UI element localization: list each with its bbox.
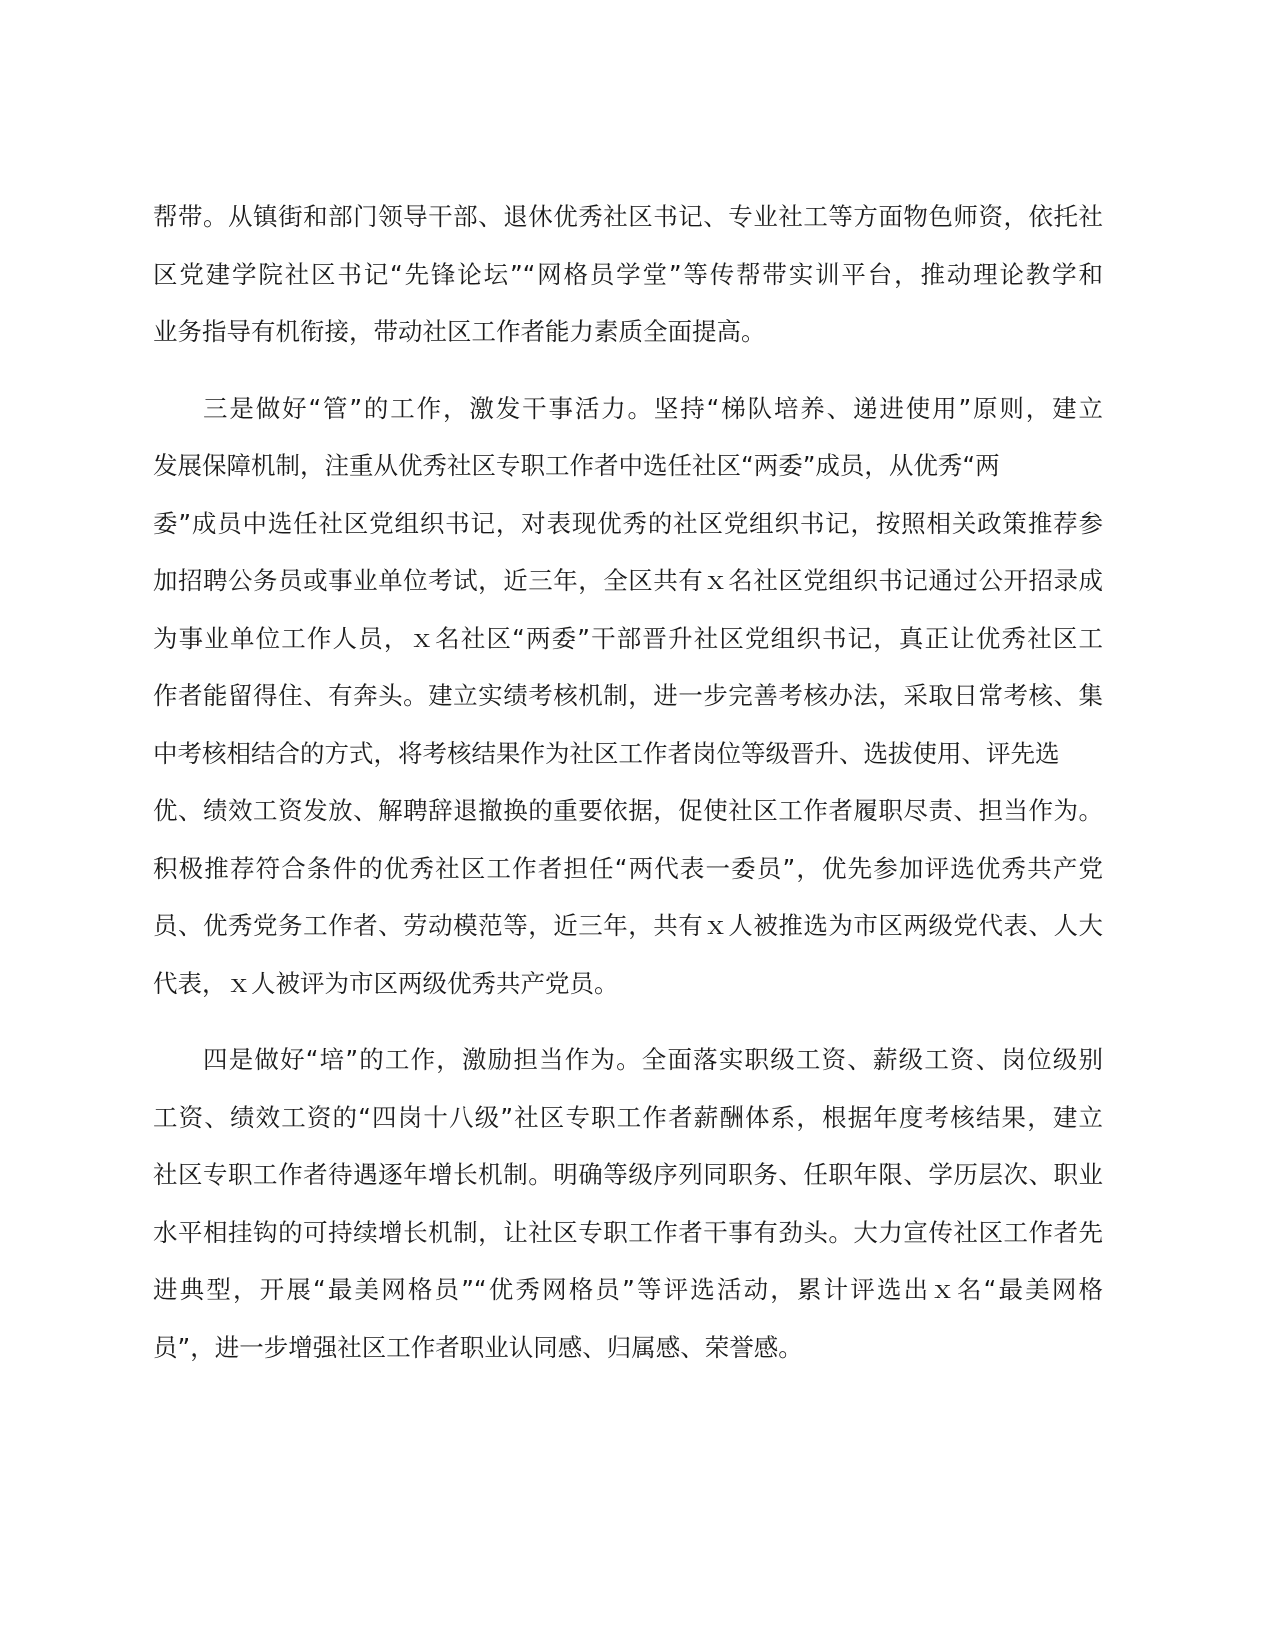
text-line: 水平相挂钩的可持续增长机制，让社区专职工作者干事有劲头。大力宣传社区工作者先 <box>153 1217 1103 1247</box>
text-line: 进典型，开展“最美网格员”“优秀网格员”等评选活动，累计评选出ｘ名“最美网格 <box>153 1275 1103 1304</box>
text-line: 为事业单位工作人员，ｘ名社区“两委”干部晋升社区党组织书记，真正让优秀社区工 <box>153 623 1103 653</box>
text-line: 代表，ｘ人被评为市区两级优秀共产党员。 <box>153 968 619 998</box>
text-line: 工资、绩效工资的“四岗十八级”社区专职工作者薪酬体系，根据年度考核结果，建立 <box>153 1102 1103 1132</box>
text-line: 发展保障机制，注重从优秀社区专职工作者中选任社区“两委”成员，从优秀“两 <box>153 451 1000 480</box>
text-line: 四是做好“培”的工作，激励担当作为。全面落实职级工资、薪级工资、岗位级别 <box>203 1045 1103 1074</box>
paragraph-2 <box>153 380 1103 1013</box>
paragraph-spacer <box>153 1012 1103 1031</box>
paragraph-1 <box>153 188 1103 361</box>
text-line: 区党建学院社区书记“先锋论坛”“网格员学堂”等传帮带实训平台，推动理论教学和 <box>153 259 1103 289</box>
paragraph-spacer <box>153 361 1103 380</box>
text-line: 帮带。从镇街和部门领导干部、退休优秀社区书记、专业社工等方面物色师资，依托社 <box>153 202 1103 231</box>
paragraph-3 <box>153 1031 1103 1376</box>
text-line: 三是做好“管”的工作，激发干事活力。坚持“梯队培养、递进使用”原则，建立 <box>203 393 1103 423</box>
text-line: 中考核相结合的方式，将考核结果作为社区工作者岗位等级晋升、选拔使用、评先选 <box>153 738 1060 768</box>
text-line: 业务指导有机衔接，带动社区工作者能力素质全面提高。 <box>153 317 766 346</box>
text-line: 员、优秀党务工作者、劳动模范等，近三年，共有ｘ人被推选为市区两级党代表、人大 <box>153 911 1103 940</box>
text-line: 优、绩效工资发放、解聘辞退撤换的重要依据，促使社区工作者履职尽责、担当作为。 <box>153 796 1103 825</box>
document-body <box>153 188 1103 1376</box>
text-line: 加招聘公务员或事业单位考试，近三年，全区共有ｘ名社区党组织书记通过公开招录成 <box>153 566 1103 595</box>
text-line: 作者能留得住、有奔头。建立实绩考核机制，进一步完善考核办法，采取日常考核、集 <box>153 681 1103 710</box>
text-line: 员”，进一步增强社区工作者职业认同感、归属感、荣誉感。 <box>153 1332 803 1362</box>
text-line: 委”成员中选任社区党组织书记，对表现优秀的社区党组织书记，按照相关政策推荐参 <box>153 508 1103 538</box>
text-line: 社区专职工作者待遇逐年增长机制。明确等级序列同职务、任职年限、学历层次、职业 <box>153 1160 1103 1189</box>
text-line: 积极推荐符合条件的优秀社区工作者担任“两代表一委员”，优先参加评选优秀共产党 <box>153 853 1103 883</box>
